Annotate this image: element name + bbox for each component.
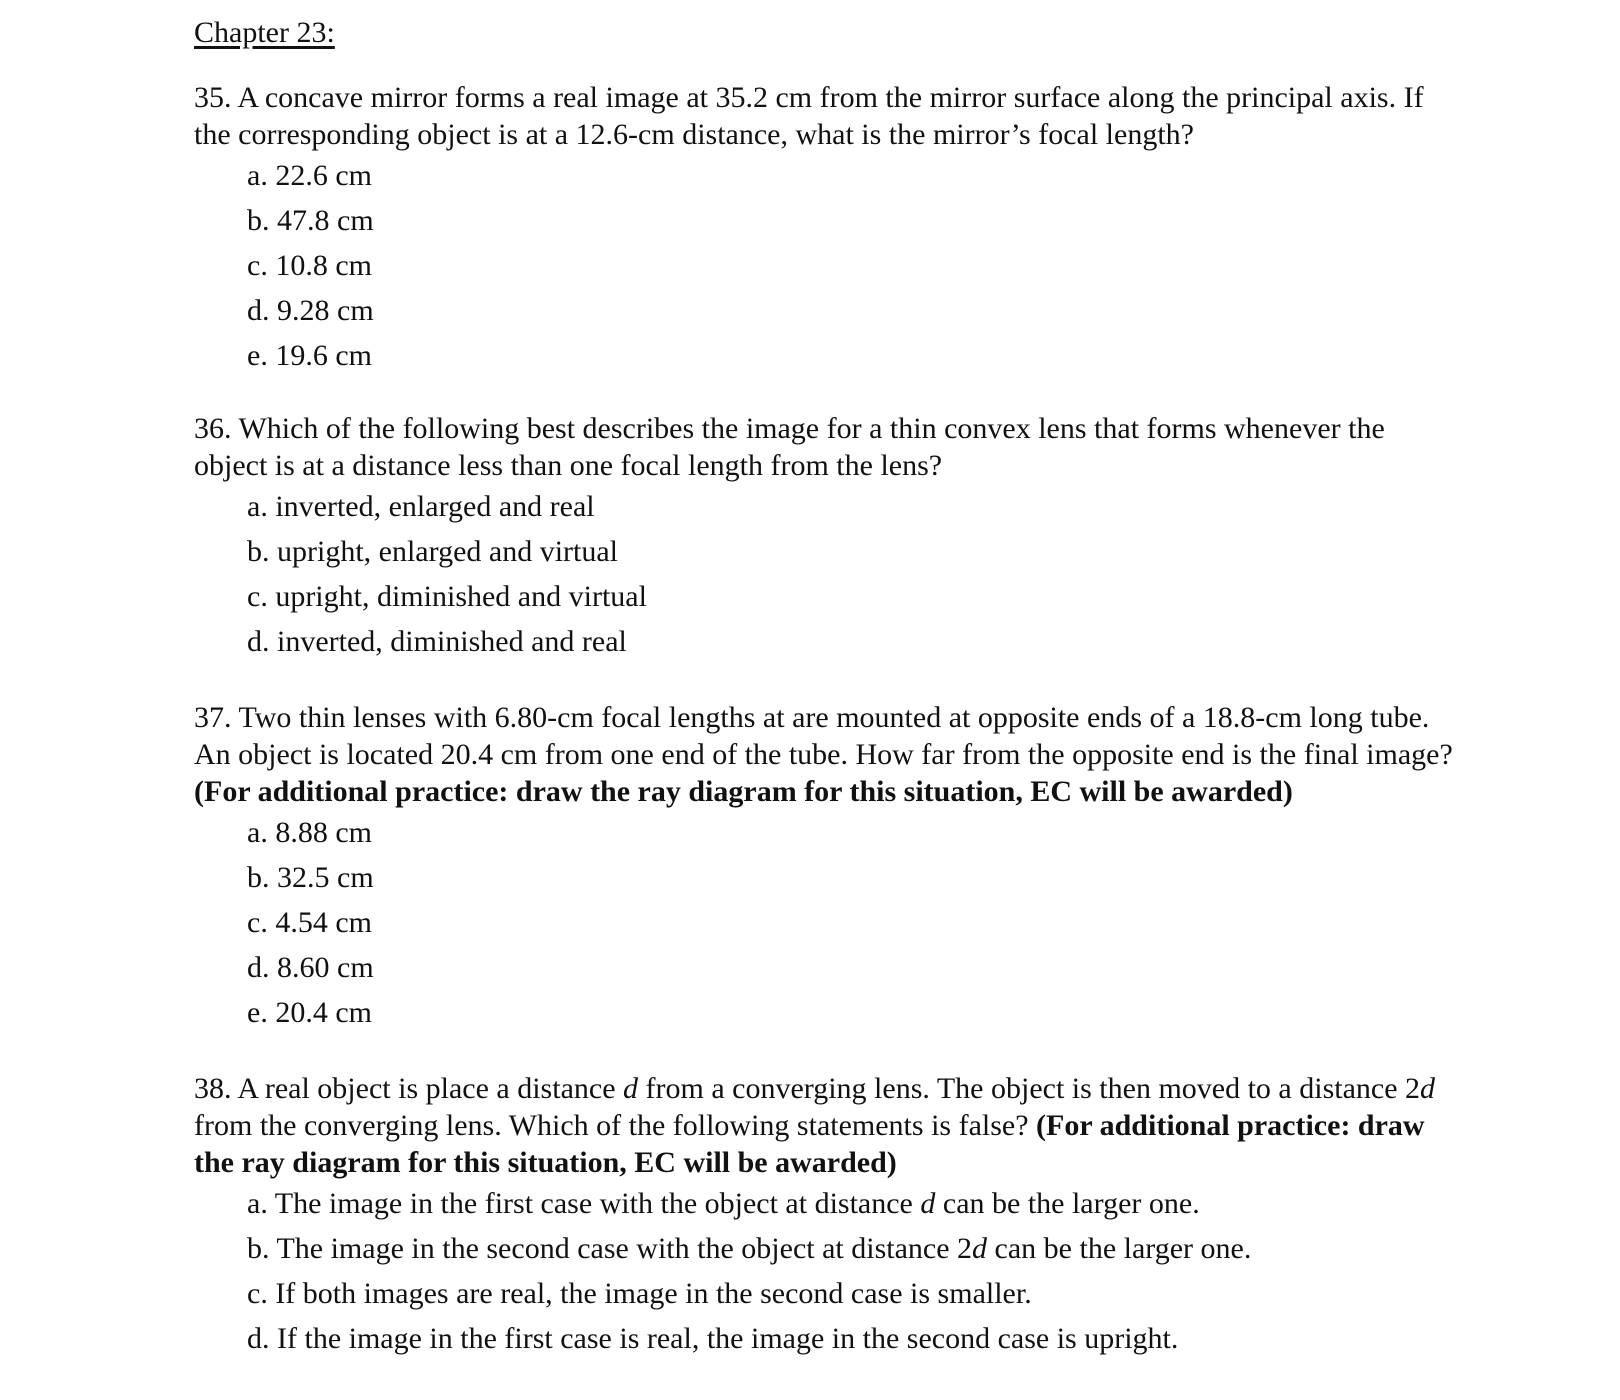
- question-37: [194, 699, 1454, 1035]
- question-38: [194, 1070, 1454, 1361]
- option-a: a. 8.88 cm: [247, 816, 372, 849]
- question-stem: 36. Which of the following best describes the image for a thin convex lens that forms whenever the object is at a distance less than one focal length from the lens?: [194, 412, 1385, 482]
- option-e: e. 19.6 cm: [247, 339, 372, 372]
- option-a: a. 22.6 cm: [247, 159, 372, 192]
- extra-credit-note: (For additional practice: draw the ray diagram for this situation, EC will be awarded): [194, 775, 1293, 808]
- option-c: c. upright, diminished and virtual: [247, 580, 647, 613]
- stem-text: 38. A real object is place a distance: [194, 1072, 624, 1105]
- question-35: [194, 79, 1454, 378]
- answer-options: [194, 1181, 1454, 1361]
- answer-options: [194, 810, 1454, 1035]
- stem-text: from the converging lens. Which of the following statements is false?: [194, 1109, 1037, 1142]
- extra-credit-note: (For additional practice: draw the ray diagram for this situation, EC will be awarded): [194, 1109, 1425, 1179]
- option-a: a. inverted, enlarged and real: [247, 490, 595, 523]
- answer-options: [194, 153, 1454, 378]
- question-stem: [194, 1070, 1454, 1181]
- variable-d: d: [972, 1232, 988, 1265]
- variable-d: d: [1420, 1072, 1436, 1105]
- option-c: c. 4.54 cm: [247, 906, 372, 939]
- option-c: c. 10.8 cm: [247, 249, 372, 282]
- option-a: a. The image in the first case with the object at distance d can be the larger one.: [247, 1187, 1200, 1220]
- document-page: [194, 12, 1454, 1361]
- question-stem: 35. A concave mirror forms a real image at 35.2 cm from the mirror surface along the principal axis. If the corresponding object is at a 12.6-cm distance, what is the mirror’s focal length?: [194, 81, 1424, 151]
- answer-options: [194, 484, 1454, 664]
- variable-d: d: [623, 1072, 639, 1105]
- option-c: c. If both images are real, the image in the second case is smaller.: [247, 1277, 1032, 1310]
- question-36: [194, 410, 1454, 664]
- option-e: e. 20.4 cm: [247, 996, 372, 1029]
- option-d: d. 8.60 cm: [247, 951, 374, 984]
- option-d: d. If the image in the first case is real, the image in the second case is upright.: [247, 1322, 1179, 1355]
- variable-d: d: [920, 1187, 936, 1220]
- option-b: b. upright, enlarged and virtual: [247, 535, 619, 568]
- option-b: b. 32.5 cm: [247, 861, 374, 894]
- option-d: d. inverted, diminished and real: [247, 625, 627, 658]
- option-b: b. The image in the second case with the object at distance 2d can be the larger one.: [247, 1232, 1252, 1265]
- option-d: d. 9.28 cm: [247, 294, 374, 327]
- question-stem: 37. Two thin lenses with 6.80-cm focal lengths at are mounted at opposite ends of a 18.8-cm long tube. An object is located 20.4 cm from one end of the tube. How far from the opposite end is the final image?: [194, 701, 1453, 771]
- option-b: b. 47.8 cm: [247, 204, 374, 237]
- stem-text: from a converging lens. The object is then moved to a distance 2: [638, 1072, 1421, 1105]
- chapter-heading: Chapter 23:: [194, 16, 335, 49]
